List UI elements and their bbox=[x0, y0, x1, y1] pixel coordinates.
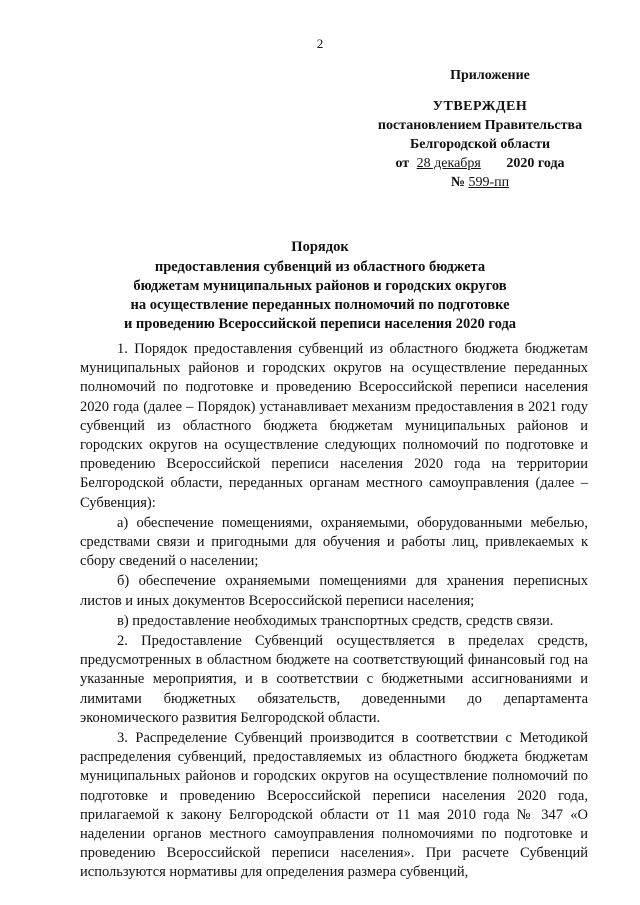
title-line: и проведению Всероссийской переписи населения 2020 года bbox=[123, 316, 517, 332]
date-prefix: от bbox=[395, 156, 410, 171]
paragraph-1b: б) обеспечение охраняемыми помещениями для хранения переписных листов и иных документов Всероссийской переписи населения; bbox=[80, 573, 588, 609]
approval-date bbox=[330, 154, 630, 173]
paragraph-2: 2. Предоставление Субвенций осуществляется в пределах средств, предусмотренных в областном бюджете на соответствующий финансовый год на указанные мероприятия, и в соответствии с бюджетными ассигнованиями и лимитами бюджетных обязательств, доведенными до департамента экономического развития Белгородской области. bbox=[80, 633, 588, 726]
title-line: на осуществление переданных полномочий по подготовке bbox=[130, 297, 510, 313]
document-body bbox=[80, 340, 588, 884]
document-title bbox=[0, 238, 640, 334]
paragraph-3: 3. Распределение Субвенций производится в соответствии с Методикой распределения субвенций, предоставляемых из областного бюджета бюджетам муниципальных районов и городских округов на осуществление полномочий по подготовке и проведению Всероссийской переписи населения 2020 года, прилагаемой к закону Белгородской области от 11 мая 2010 года № 347 «О наделении органов местного самоуправления полномочиями по подготовке и проведению Всероссийской переписи населения». При расчете Субвенций используются нормативы для определения размера субвенций, bbox=[80, 730, 588, 881]
approved-label: УТВЕРЖДЕН bbox=[432, 99, 528, 114]
title-heading: Порядок bbox=[291, 239, 349, 255]
paragraph-1a: а) обеспечение помещениями, охраняемыми, оборудованными мебелью, средствами связи и пригодными для обучения и работы лиц, привлекаемых к сбору сведений о населении; bbox=[80, 514, 588, 570]
date-value: 28 декабря bbox=[416, 156, 481, 171]
page-number: 2 bbox=[316, 36, 324, 51]
title-line: предоставления субвенций из областного бюджета bbox=[154, 259, 486, 275]
paragraph-1: 1. Порядок предоставления субвенций из областного бюджета бюджетам муниципальных районов и городских округов на осуществление переданных полномочий по подготовке и проведению Всероссийской переписи населения 2020 года (далее – Порядок) устанавливает механизм предоставления в 2021 году субвенций из областного бюджета бюджетам муниципальных районов и городских округов на осуществление следующих полномочий по подготовке и проведению Всероссийской переписи населения 2020 года на территории Белгородской области, переданных органам местного самоуправления (далее – Субвенция): bbox=[80, 341, 588, 511]
approval-number bbox=[330, 173, 630, 192]
title-line: бюджетам муниципальных районов и городских округов bbox=[133, 278, 507, 294]
appendix-label: Приложение bbox=[450, 68, 530, 83]
approved-by: постановлением Правительства bbox=[377, 118, 583, 133]
approval-stamp bbox=[330, 66, 630, 192]
region-name: Белгородской области bbox=[409, 137, 551, 152]
number-prefix: № bbox=[450, 175, 465, 190]
date-year: 2020 года bbox=[506, 156, 565, 171]
paragraph-1c: в) предоставление необходимых транспортных средств, средств связи. bbox=[117, 612, 554, 629]
number-value: 599-пп bbox=[468, 175, 510, 190]
